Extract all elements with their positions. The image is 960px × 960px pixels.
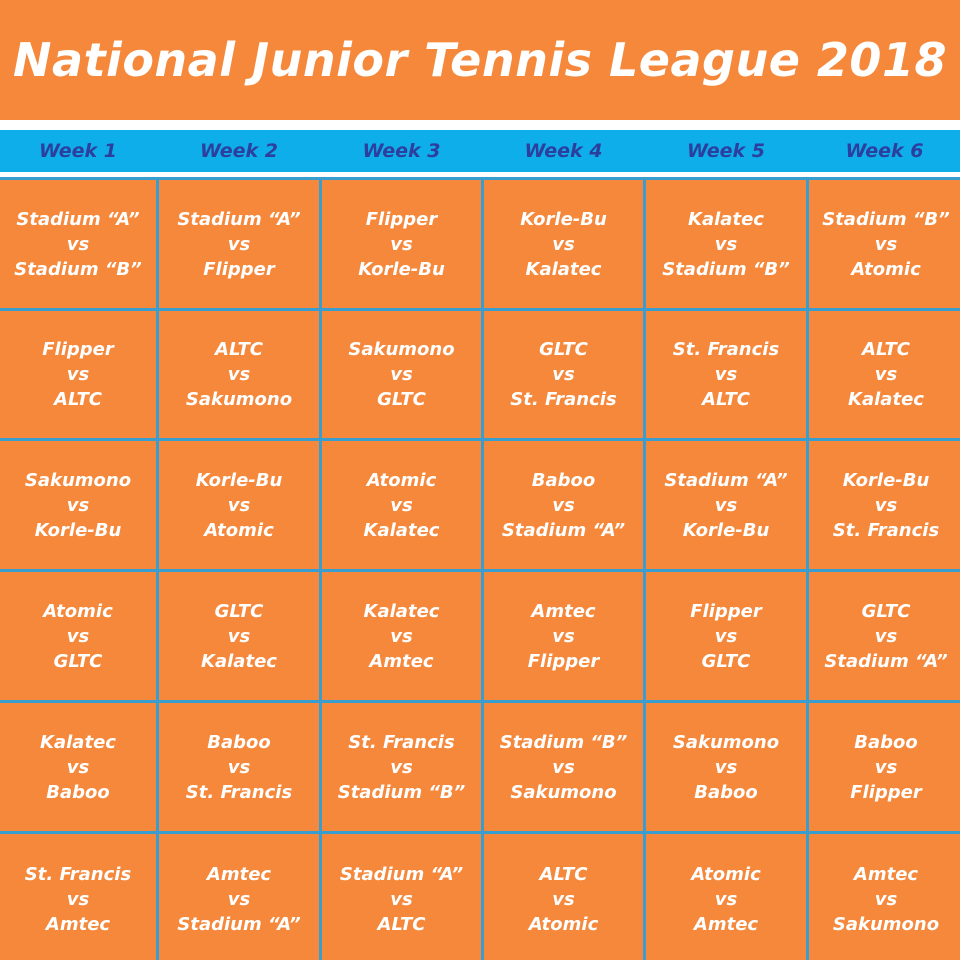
away-team: Atomic <box>528 913 599 935</box>
away-team: Stadium “A” <box>824 650 948 672</box>
vs-label: vs <box>714 888 738 910</box>
home-team: GLTC <box>214 600 264 622</box>
away-team: Stadium “A” <box>501 519 626 541</box>
vs-label: vs <box>552 494 575 516</box>
vs-label: vs <box>66 625 90 647</box>
away-team: Flipper <box>203 258 275 280</box>
away-team: Korle-Bu <box>34 519 122 541</box>
away-team: GLTC <box>701 650 751 672</box>
home-team: Korle-Bu <box>195 469 283 491</box>
match-cell <box>484 572 643 700</box>
match-cell <box>646 311 806 438</box>
vs-label: vs <box>390 888 413 910</box>
match-cell <box>646 180 806 308</box>
vs-label: vs <box>714 756 738 778</box>
away-team: GLTC <box>377 389 426 410</box>
away-team: Amtec <box>45 913 111 935</box>
away-team: Stadium “B” <box>14 258 142 280</box>
home-team: Stadium “A” <box>16 208 140 230</box>
vs-label: vs <box>390 625 413 647</box>
match-cell <box>322 180 481 308</box>
home-team: GLTC <box>539 339 588 360</box>
away-team: Amtec <box>369 650 434 672</box>
home-team: St. Francis <box>672 339 780 360</box>
match-cell <box>809 572 960 700</box>
vs-label: vs <box>552 888 575 910</box>
week-header: Week 1 <box>39 140 117 162</box>
home-team: Stadium “B” <box>499 731 628 753</box>
away-team: Atomic <box>851 258 921 280</box>
week-header: Week 6 <box>845 140 924 162</box>
match-cell <box>159 703 319 831</box>
home-team: Baboo <box>207 731 271 753</box>
home-team: Amtec <box>206 863 272 885</box>
match-cell <box>484 180 643 308</box>
away-team: Kalatec <box>363 519 440 541</box>
match-cell <box>0 834 156 960</box>
vs-label: vs <box>714 494 738 516</box>
home-team: Stadium “A” <box>664 469 788 491</box>
match-cell <box>322 834 481 960</box>
home-team: Amtec <box>531 600 596 622</box>
vs-label: vs <box>227 756 251 778</box>
away-team: Stadium “B” <box>337 781 466 803</box>
home-team: Kalatec <box>363 600 440 622</box>
away-team: Korle-Bu <box>358 258 445 280</box>
vs-label: vs <box>390 233 413 255</box>
vs-label: vs <box>874 494 898 516</box>
vs-label: vs <box>552 233 575 255</box>
match-cell <box>646 834 806 960</box>
home-team: Korle-Bu <box>520 208 607 230</box>
home-team: St. Francis <box>24 863 132 885</box>
vs-label: vs <box>874 756 898 778</box>
home-team: GLTC <box>861 600 911 622</box>
vs-label: vs <box>714 364 738 385</box>
match-cell <box>0 572 156 700</box>
vs-label: vs <box>227 888 251 910</box>
home-team: Atomic <box>366 469 437 491</box>
vs-label: vs <box>66 756 90 778</box>
vs-label: vs <box>874 364 898 385</box>
match-cell <box>159 180 319 308</box>
home-team: ALTC <box>862 339 910 360</box>
vs-label: vs <box>552 364 575 385</box>
vs-label: vs <box>390 364 413 385</box>
week-header: Week 5 <box>687 140 765 162</box>
match-cell <box>809 180 960 308</box>
home-team: Flipper <box>365 208 438 230</box>
home-team: Atomic <box>691 863 761 885</box>
away-team: St. Francis <box>185 781 293 803</box>
away-team: Baboo <box>46 781 110 803</box>
away-team: ALTC <box>54 389 102 410</box>
vs-label: vs <box>227 625 251 647</box>
match-cell <box>159 311 319 438</box>
home-team: ALTC <box>539 863 588 885</box>
vs-label: vs <box>66 233 90 255</box>
match-cell <box>322 703 481 831</box>
vs-label: vs <box>552 625 575 647</box>
match-cell <box>322 311 481 438</box>
week-header-bar <box>0 130 960 172</box>
vs-label: vs <box>552 756 575 778</box>
match-cell <box>0 703 156 831</box>
vs-label: vs <box>874 888 898 910</box>
match-cell <box>159 441 319 569</box>
away-team: Kalatec <box>525 258 602 280</box>
away-team: Amtec <box>693 913 759 935</box>
match-cell <box>0 441 156 569</box>
home-team: Kalatec <box>40 731 116 753</box>
match-cell <box>646 703 806 831</box>
vs-label: vs <box>227 494 251 516</box>
home-team: Amtec <box>853 863 919 885</box>
match-cell <box>0 311 156 438</box>
away-team: Korle-Bu <box>682 519 770 541</box>
match-cell <box>0 180 156 308</box>
away-team: Sakumono <box>185 389 293 410</box>
week-header: Week 3 <box>362 140 441 162</box>
vs-label: vs <box>227 233 251 255</box>
away-team: Flipper <box>527 650 600 672</box>
vs-label: vs <box>714 233 738 255</box>
week-header: Week 2 <box>200 140 278 162</box>
away-team: ALTC <box>377 913 426 935</box>
match-cell <box>484 703 643 831</box>
match-cell <box>484 311 643 438</box>
away-team: ALTC <box>702 389 750 410</box>
away-team: St. Francis <box>832 519 940 541</box>
home-team: Korle-Bu <box>842 469 930 491</box>
home-team: Baboo <box>854 731 918 753</box>
match-cell <box>159 834 319 960</box>
away-team: Baboo <box>694 781 758 803</box>
home-team: Stadium “A” <box>177 208 301 230</box>
away-team: Flipper <box>850 781 922 803</box>
match-cell <box>322 441 481 569</box>
match-cell <box>484 834 643 960</box>
vs-label: vs <box>714 625 738 647</box>
away-team: GLTC <box>53 650 103 672</box>
away-team: Stadium “B” <box>662 258 790 280</box>
away-team: Sakumono <box>832 913 940 935</box>
vs-label: vs <box>66 364 90 385</box>
vs-label: vs <box>390 494 413 516</box>
home-team: Atomic <box>43 600 113 622</box>
match-cell <box>322 572 481 700</box>
vs-label: vs <box>390 756 413 778</box>
page-title: National Junior Tennis League 2018 <box>13 33 947 87</box>
match-cell <box>809 311 960 438</box>
home-team: Baboo <box>531 469 596 491</box>
away-team: Stadium “A” <box>177 913 301 935</box>
fixture-grid <box>0 177 960 960</box>
home-team: Stadium “A” <box>339 863 464 885</box>
vs-label: vs <box>874 625 898 647</box>
home-team: St. Francis <box>348 731 455 753</box>
vs-label: vs <box>874 233 898 255</box>
title-banner <box>0 0 960 120</box>
match-cell <box>484 441 643 569</box>
vs-label: vs <box>66 494 90 516</box>
away-team: St. Francis <box>510 389 617 410</box>
home-team: Sakumono <box>24 469 132 491</box>
match-cell <box>646 572 806 700</box>
home-team: Stadium “B” <box>822 208 950 230</box>
away-team: Atomic <box>204 519 274 541</box>
match-cell <box>646 441 806 569</box>
away-team: Sakumono <box>510 781 617 803</box>
home-team: Sakumono <box>672 731 780 753</box>
home-team: Sakumono <box>348 339 455 360</box>
match-cell <box>809 703 960 831</box>
home-team: ALTC <box>215 339 263 360</box>
home-team: Kalatec <box>688 208 764 230</box>
vs-label: vs <box>227 364 251 385</box>
match-cell <box>159 572 319 700</box>
week-header: Week 4 <box>524 140 603 162</box>
vs-label: vs <box>66 888 90 910</box>
away-team: Kalatec <box>201 650 277 672</box>
match-cell <box>809 834 960 960</box>
home-team: Flipper <box>690 600 762 622</box>
home-team: Flipper <box>42 339 114 360</box>
match-cell <box>809 441 960 569</box>
away-team: Kalatec <box>848 389 924 410</box>
